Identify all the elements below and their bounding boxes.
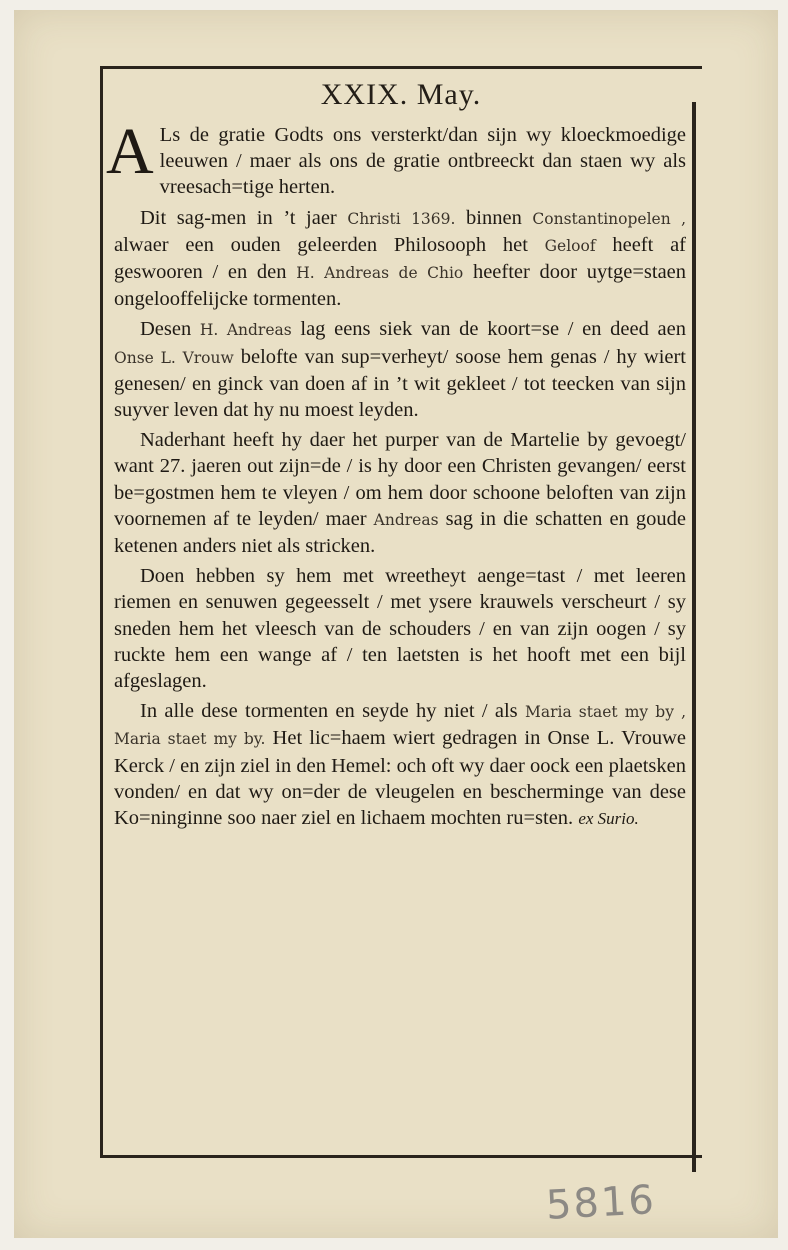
top-rule — [100, 66, 702, 69]
paragraph-5 — [114, 563, 686, 694]
paragraph-text-run: Naderhant heeft hy daer het purper van de Martelie by gevoegt/ want 27. jaeren out zijn=de / is hy door een Christen gevangen/ eerst be=gostmen hem te vleyen / om hem door schoone beloften van zijn voornemen af te leyden/ maer — [114, 429, 686, 530]
paragraph-text-run: Constantinopelen , — [532, 209, 686, 228]
paragraph-text-run: binnen — [455, 206, 533, 229]
paragraph-text-run: Doen hebben sy hem met wreetheyt aenge=tast / met leeren riemen en senuwen gegeesselt / met ysere krauwels verscheurt / sy sneden hem het vleesch van de schouders / en van zijn oogen / sy ruckte hem een wange af / ten laetsten is het hooft met een bijl afgeslagen. — [114, 565, 686, 693]
paragraph-text-run: Het lic=haem wiert gedragen in Onse L. Vrouwe Kerck / en zijn ziel in den Hemel: och oft wy daer oock een plaetsken vonden/ en dat wy on=der de vleugelen en bescherminge van dese Ko=ninginne soo naer ziel en lichaem mochten ru=sten. — [114, 727, 686, 830]
paragraph-text-run: Ls de gratie Godts ons versterkt/dan sijn wy kloeckmoedige leeuwen / maer als ons de gratie ontbreeckt dan staen wy als vreesach=tige herten. — [159, 124, 686, 199]
paragraph-text-run: Desen — [140, 318, 200, 341]
inventory-number: 5816 — [544, 1177, 657, 1229]
paragraph-text-run: Dit sag-men in ’t jaer — [140, 206, 348, 229]
paragraph-text-run: Maria staet my by , Maria staet my by. — [114, 703, 686, 749]
paragraph-text-run: H. Andreas de Chio — [296, 264, 464, 283]
paragraph-6 — [114, 698, 686, 832]
paragraph-text-run: Andreas — [373, 510, 439, 529]
paragraph-text-run: alwaer een ouden geleerden Philosooph het — [114, 233, 545, 256]
right-rule — [692, 102, 696, 1172]
paragraph-text-run: heefter door uytge=staen ongelooffelijcke tormenten. — [114, 261, 687, 311]
paragraph-1 — [106, 115, 686, 201]
paragraph-text-run: belofte van sup=verheyt/ soose hem genas / hy wiert genesen/ en ginck van doen af in ’t wit gekleet / tot teecken van sijn suyver leven dat hy nu moest leyden. — [114, 345, 687, 422]
paragraph-text-run: Geloof — [544, 236, 596, 255]
paragraph-text-run: Onse L. Vrouw — [114, 348, 234, 367]
paragraph-text-run: Christi 1369. — [347, 209, 456, 228]
paragraph-text-run: H. Andreas — [199, 321, 292, 340]
paragraph-text-run: ex Surio. — [578, 809, 639, 829]
text-frame — [100, 62, 702, 1172]
bottom-rule — [100, 1155, 702, 1158]
drop-cap: A — [106, 115, 154, 188]
paragraph-text-run: In alle dese tormenten en seyde hy niet / als — [140, 700, 525, 723]
paragraph-4 — [114, 427, 686, 559]
left-rule — [100, 66, 103, 1158]
print-sheet — [14, 10, 778, 1238]
paragraph-text-run: lag eens siek van de koort=se / en deed aen — [291, 318, 686, 341]
paragraph-3 — [114, 316, 686, 423]
paragraph-text-run: sag in die schatten en goude ketenen anders niet als stricken. — [114, 507, 686, 558]
body-text — [106, 115, 687, 836]
paragraph-text-run: heeft af geswooren / en den — [114, 233, 686, 284]
page-title: XXIX. May. — [320, 78, 482, 111]
paragraph-2 — [114, 205, 686, 313]
